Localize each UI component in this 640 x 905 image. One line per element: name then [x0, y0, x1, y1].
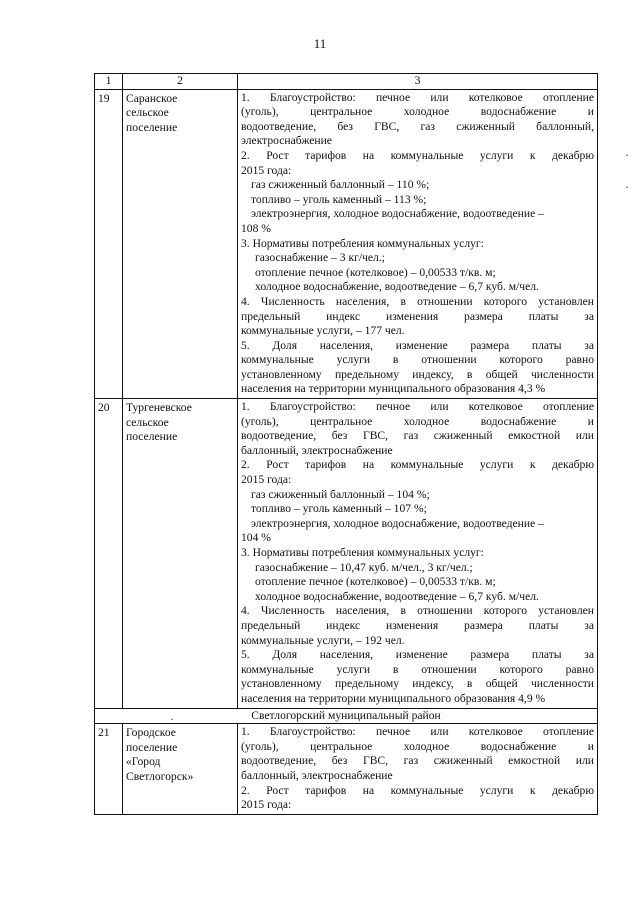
name-line: поселение: [126, 740, 178, 754]
name-line: поселение: [126, 120, 178, 134]
row-content: [238, 89, 598, 398]
name-line: «Город: [126, 755, 161, 769]
content-line: водоотведение, без ГВС, газ сжиженный емкостной или: [241, 429, 594, 443]
settlement-name: [123, 724, 238, 815]
settlement-name: [123, 399, 238, 708]
content-line: коммунальные услуги в отношении которого равно: [241, 662, 594, 676]
table-row-21: [95, 724, 598, 815]
name-line: сельское: [126, 415, 169, 429]
content-line: 3. Нормативы потребления коммунальных услуг:: [241, 546, 484, 559]
name-line: Городское: [126, 726, 176, 740]
name-line: Светлогорск»: [126, 769, 194, 783]
content-line: (уголь), центральное холодное водоснабжение и: [241, 105, 594, 119]
content-line: (уголь), центральное холодное водоснабжение и: [241, 739, 594, 753]
content-line: установленному предельному индексу, в общей численности: [241, 367, 594, 381]
content-line: 4. Численность населения, в отношении которого установлен: [241, 294, 594, 308]
content-line: топливо – уголь каменный – 107 %;: [251, 502, 427, 516]
content-line: электроэнергия, холодное водоснабжение, водоотведение –: [251, 516, 544, 530]
content-line: 2015 года:: [241, 798, 292, 812]
content-line: газ сжиженный баллонный – 104 %;: [251, 487, 430, 501]
content-line: 5. Доля населения, изменение размера платы за: [241, 648, 594, 662]
table-row-20: [95, 399, 598, 708]
content-line: 2. Рост тарифов на коммунальные услуги к декабрю: [241, 783, 594, 797]
content-line: холодное водоснабжение, водоотведение – 6,7 куб. м/чел.: [255, 280, 539, 294]
name-line: Саранское: [126, 91, 178, 105]
margin-mark: ·: [170, 712, 174, 726]
header-col-3: 3: [238, 74, 598, 90]
content-line: коммунальные услуги, – 192 чел.: [241, 633, 405, 647]
content-line: отопление печное (котелковое) – 0,00533 т/кв. м;: [255, 265, 496, 279]
content-line: электроснабжение: [241, 134, 332, 148]
table-row-19: [95, 89, 598, 398]
row-number: 19: [95, 89, 123, 398]
section-title: Светлогорский муниципальный район: [95, 708, 598, 724]
content-line: 5. Доля населения, изменение размера платы за: [241, 338, 594, 352]
content-line: предельный индекс изменения размера платы за: [241, 618, 594, 632]
row-content: [238, 399, 598, 708]
content-line: 2015 года:: [241, 473, 292, 487]
content-line: предельный индекс изменения размера платы за: [241, 309, 594, 323]
header-col-1: 1: [95, 74, 123, 90]
content-line: населения на территории муниципального образования 4,9 %: [241, 691, 546, 705]
table-header-row: [95, 74, 598, 90]
name-line: поселение: [126, 430, 178, 444]
content-line: баллонный, электроснабжение: [241, 768, 393, 782]
content-line: 3. Нормативы потребления коммунальных услуг:: [241, 236, 484, 250]
content-line: населения на территории муниципального образования 4,3 %: [241, 382, 546, 396]
header-col-2: 2: [123, 74, 238, 90]
content-line: 2. Рост тарифов на коммунальные услуги к декабрю: [241, 458, 594, 472]
row-content: [238, 724, 598, 815]
content-line: 1. Благоустройство: печное или котелковое отопление: [241, 90, 594, 104]
content-line: топливо – уголь каменный – 113 %;: [251, 192, 427, 206]
content-line: установленному предельному индексу, в общей численности: [241, 677, 594, 691]
content-line: 4. Численность населения, в отношении которого установлен: [241, 604, 594, 618]
content-line: коммунальные услуги в отношении которого равно: [241, 353, 594, 367]
content-line: 1. Благоустройство: печное или котелковое отопление: [241, 725, 594, 739]
content-line: 2015 года:: [241, 163, 292, 177]
content-line: 104 %: [241, 531, 271, 545]
content-line: газоснабжение – 3 кг/чел.;: [255, 251, 385, 265]
settlement-name: [123, 89, 238, 398]
margin-mark: ·: [625, 180, 629, 194]
page-number: 11: [313, 36, 327, 51]
name-line: сельское: [126, 106, 169, 120]
content-line: водоотведение, без ГВС, газ сжиженный баллонный,: [241, 119, 594, 133]
row-number: 21: [95, 724, 123, 815]
content-line: 108 %: [241, 221, 271, 235]
name-line: Тургеневское: [126, 401, 192, 415]
content-line: холодное водоснабжение, водоотведение – 6,7 куб. м/чел.: [255, 589, 539, 603]
content-line: 1. Благоустройство: печное или котелковое отопление: [241, 400, 594, 414]
content-line: водоотведение, без ГВС, газ сжиженный емкостной или: [241, 754, 594, 768]
content-line: электроэнергия, холодное водоснабжение, водоотведение –: [251, 207, 544, 221]
content-line: (уголь), центральное холодное водоснабжение и: [241, 414, 594, 428]
content-line: 2. Рост тарифов на коммунальные услуги к декабрю: [241, 148, 594, 162]
content-line: газ сжиженный баллонный – 110 %;: [251, 178, 430, 192]
content-line: газоснабжение – 10,47 куб. м/чел., 3 кг/чел.;: [255, 560, 473, 574]
margin-mark: ·: [625, 148, 629, 162]
content-line: отопление печное (котелковое) – 0,00533 т/кв. м;: [255, 575, 496, 589]
content-line: баллонный, электроснабжение: [241, 443, 393, 457]
row-number: 20: [95, 399, 123, 708]
municipal-table: [94, 73, 598, 815]
content-line: коммунальные услуги, – 177 чел.: [241, 324, 405, 338]
